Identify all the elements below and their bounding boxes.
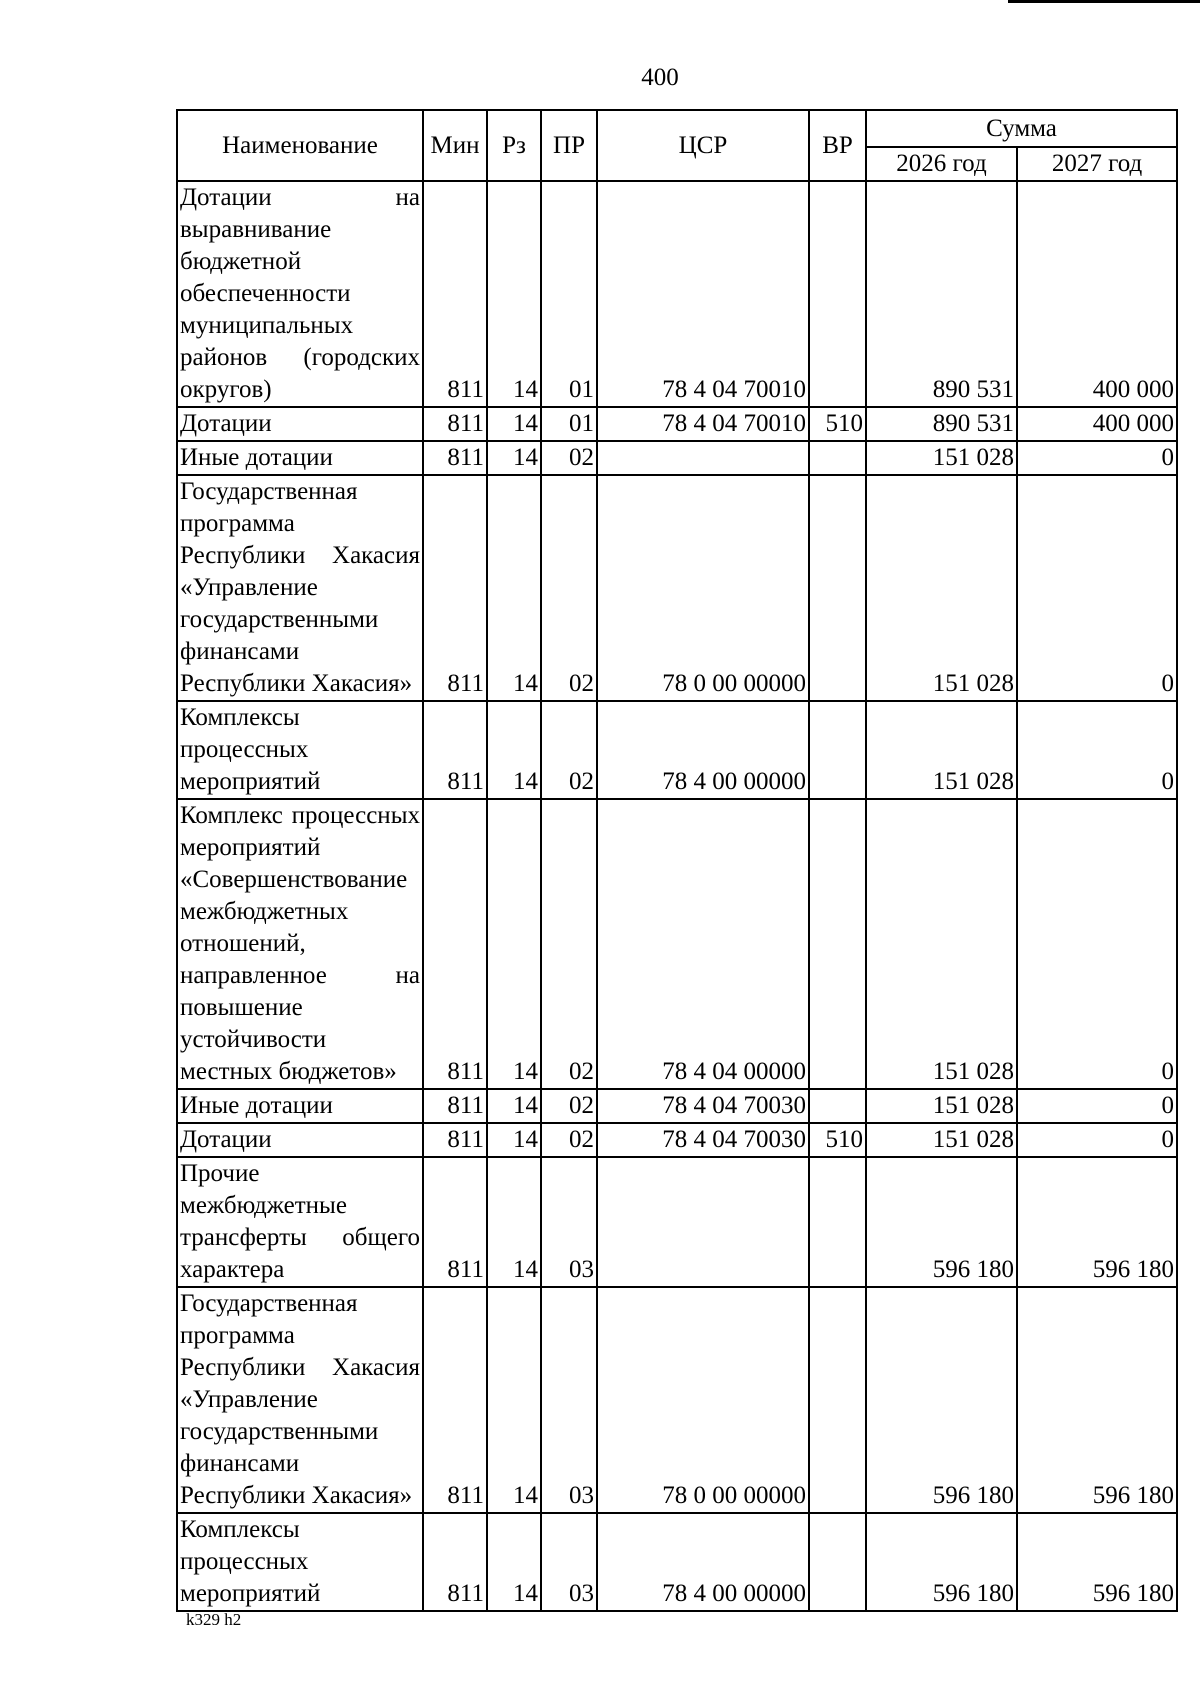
table-row — [177, 1157, 1177, 1287]
cell-2026: 151 028 — [866, 1089, 1017, 1123]
header-csr: ЦСР — [597, 110, 809, 181]
cell-min: 811 — [423, 441, 487, 475]
cell-vr — [809, 1513, 866, 1611]
footer-code: k329 h2 — [186, 1610, 242, 1629]
cell-name: Комплексы процессных мероприятий — [177, 701, 423, 799]
cell-min: 811 — [423, 799, 487, 1089]
table-row — [177, 799, 1177, 1089]
cell-pr: 03 — [541, 1287, 597, 1513]
cell-2026: 596 180 — [866, 1157, 1017, 1287]
cell-min: 811 — [423, 1513, 487, 1611]
page-number: 400 — [641, 64, 679, 91]
cell-pr: 02 — [541, 799, 597, 1089]
cell-vr — [809, 441, 866, 475]
table-row — [177, 407, 1177, 441]
cell-2027: 0 — [1017, 799, 1177, 1089]
cell-pr: 03 — [541, 1513, 597, 1611]
cell-vr — [809, 181, 866, 407]
cell-2026: 151 028 — [866, 701, 1017, 799]
cell-pr: 02 — [541, 1123, 597, 1157]
cell-pr: 01 — [541, 407, 597, 441]
cell-vr — [809, 475, 866, 701]
cell-vr — [809, 1089, 866, 1123]
header-sum: Сумма — [866, 110, 1177, 147]
cell-rz: 14 — [487, 407, 541, 441]
header-pr: ПР — [541, 110, 597, 181]
cell-name: Дотации на выравнивание бюджетной обеспеченности муниципальных районов (городских округов) — [177, 181, 423, 407]
cell-min: 811 — [423, 181, 487, 407]
cell-name: Иные дотации — [177, 441, 423, 475]
cell-2027: 0 — [1017, 1089, 1177, 1123]
cell-rz: 14 — [487, 1157, 541, 1287]
cell-vr — [809, 1157, 866, 1287]
cell-min: 811 — [423, 1123, 487, 1157]
cell-2027: 0 — [1017, 441, 1177, 475]
cell-name: Комплекс процессных мероприятий «Совершенствование межбюджетных отношений, направленное на повышение устойчивости местных бюджетов» — [177, 799, 423, 1089]
table-row — [177, 1287, 1177, 1513]
cell-min: 811 — [423, 475, 487, 701]
cell-name: Дотации — [177, 1123, 423, 1157]
cell-vr — [809, 799, 866, 1089]
cell-2027: 0 — [1017, 701, 1177, 799]
cell-2027: 0 — [1017, 475, 1177, 701]
cell-csr: 78 4 04 70010 — [597, 407, 809, 441]
table-body — [177, 181, 1177, 1611]
cell-csr: 78 4 04 70010 — [597, 181, 809, 407]
cell-vr: 510 — [809, 1123, 866, 1157]
cell-min: 811 — [423, 407, 487, 441]
cell-rz: 14 — [487, 1123, 541, 1157]
cell-rz: 14 — [487, 1287, 541, 1513]
table-row — [177, 1513, 1177, 1611]
cell-csr: 78 4 04 00000 — [597, 799, 809, 1089]
cell-pr: 02 — [541, 701, 597, 799]
table-row — [177, 1089, 1177, 1123]
cell-name: Комплексы процессных мероприятий — [177, 1513, 423, 1611]
cell-csr — [597, 1157, 809, 1287]
cell-min: 811 — [423, 1089, 487, 1123]
header-vr: ВР — [809, 110, 866, 181]
table-row — [177, 441, 1177, 475]
cell-min: 811 — [423, 1157, 487, 1287]
header-min: Мин — [423, 110, 487, 181]
cell-2026: 596 180 — [866, 1287, 1017, 1513]
cell-2026: 151 028 — [866, 475, 1017, 701]
top-rule — [1008, 0, 1200, 3]
table-row — [177, 701, 1177, 799]
cell-rz: 14 — [487, 441, 541, 475]
cell-rz: 14 — [487, 181, 541, 407]
cell-name: Дотации — [177, 407, 423, 441]
cell-name: Государственная программа Республики Хакасия «Управление государственными финансами Республики Хакасия» — [177, 1287, 423, 1513]
cell-min: 811 — [423, 701, 487, 799]
cell-name: Прочие межбюджетные трансферты общего характера — [177, 1157, 423, 1287]
cell-min: 811 — [423, 1287, 487, 1513]
cell-rz: 14 — [487, 475, 541, 701]
cell-rz: 14 — [487, 701, 541, 799]
cell-vr — [809, 701, 866, 799]
cell-csr: 78 0 00 00000 — [597, 1287, 809, 1513]
table-row — [177, 1123, 1177, 1157]
cell-2026: 890 531 — [866, 181, 1017, 407]
cell-2027: 596 180 — [1017, 1513, 1177, 1611]
cell-pr: 02 — [541, 475, 597, 701]
cell-csr: 78 4 00 00000 — [597, 1513, 809, 1611]
cell-2027: 400 000 — [1017, 407, 1177, 441]
cell-vr — [809, 1287, 866, 1513]
cell-pr: 02 — [541, 1089, 597, 1123]
cell-rz: 14 — [487, 1089, 541, 1123]
cell-2027: 596 180 — [1017, 1157, 1177, 1287]
cell-pr: 01 — [541, 181, 597, 407]
cell-csr: 78 0 00 00000 — [597, 475, 809, 701]
cell-rz: 14 — [487, 1513, 541, 1611]
table-row — [177, 181, 1177, 407]
cell-csr — [597, 441, 809, 475]
cell-2026: 596 180 — [866, 1513, 1017, 1611]
cell-rz: 14 — [487, 799, 541, 1089]
header-name: Наименование — [177, 110, 423, 181]
cell-2027: 596 180 — [1017, 1287, 1177, 1513]
cell-vr: 510 — [809, 407, 866, 441]
header-rz: Рз — [487, 110, 541, 181]
header-2027: 2027 год — [1017, 147, 1177, 181]
cell-csr: 78 4 04 70030 — [597, 1089, 809, 1123]
cell-2026: 151 028 — [866, 799, 1017, 1089]
cell-pr: 02 — [541, 441, 597, 475]
cell-csr: 78 4 00 00000 — [597, 701, 809, 799]
cell-2026: 151 028 — [866, 441, 1017, 475]
cell-name: Государственная программа Республики Хакасия «Управление государственными финансами Республики Хакасия» — [177, 475, 423, 701]
cell-csr: 78 4 04 70030 — [597, 1123, 809, 1157]
cell-2026: 151 028 — [866, 1123, 1017, 1157]
budget-table — [176, 109, 1178, 1612]
cell-name: Иные дотации — [177, 1089, 423, 1123]
header-2026: 2026 год — [866, 147, 1017, 181]
table-row — [177, 475, 1177, 701]
cell-2026: 890 531 — [866, 407, 1017, 441]
cell-pr: 03 — [541, 1157, 597, 1287]
cell-2027: 0 — [1017, 1123, 1177, 1157]
cell-2027: 400 000 — [1017, 181, 1177, 407]
